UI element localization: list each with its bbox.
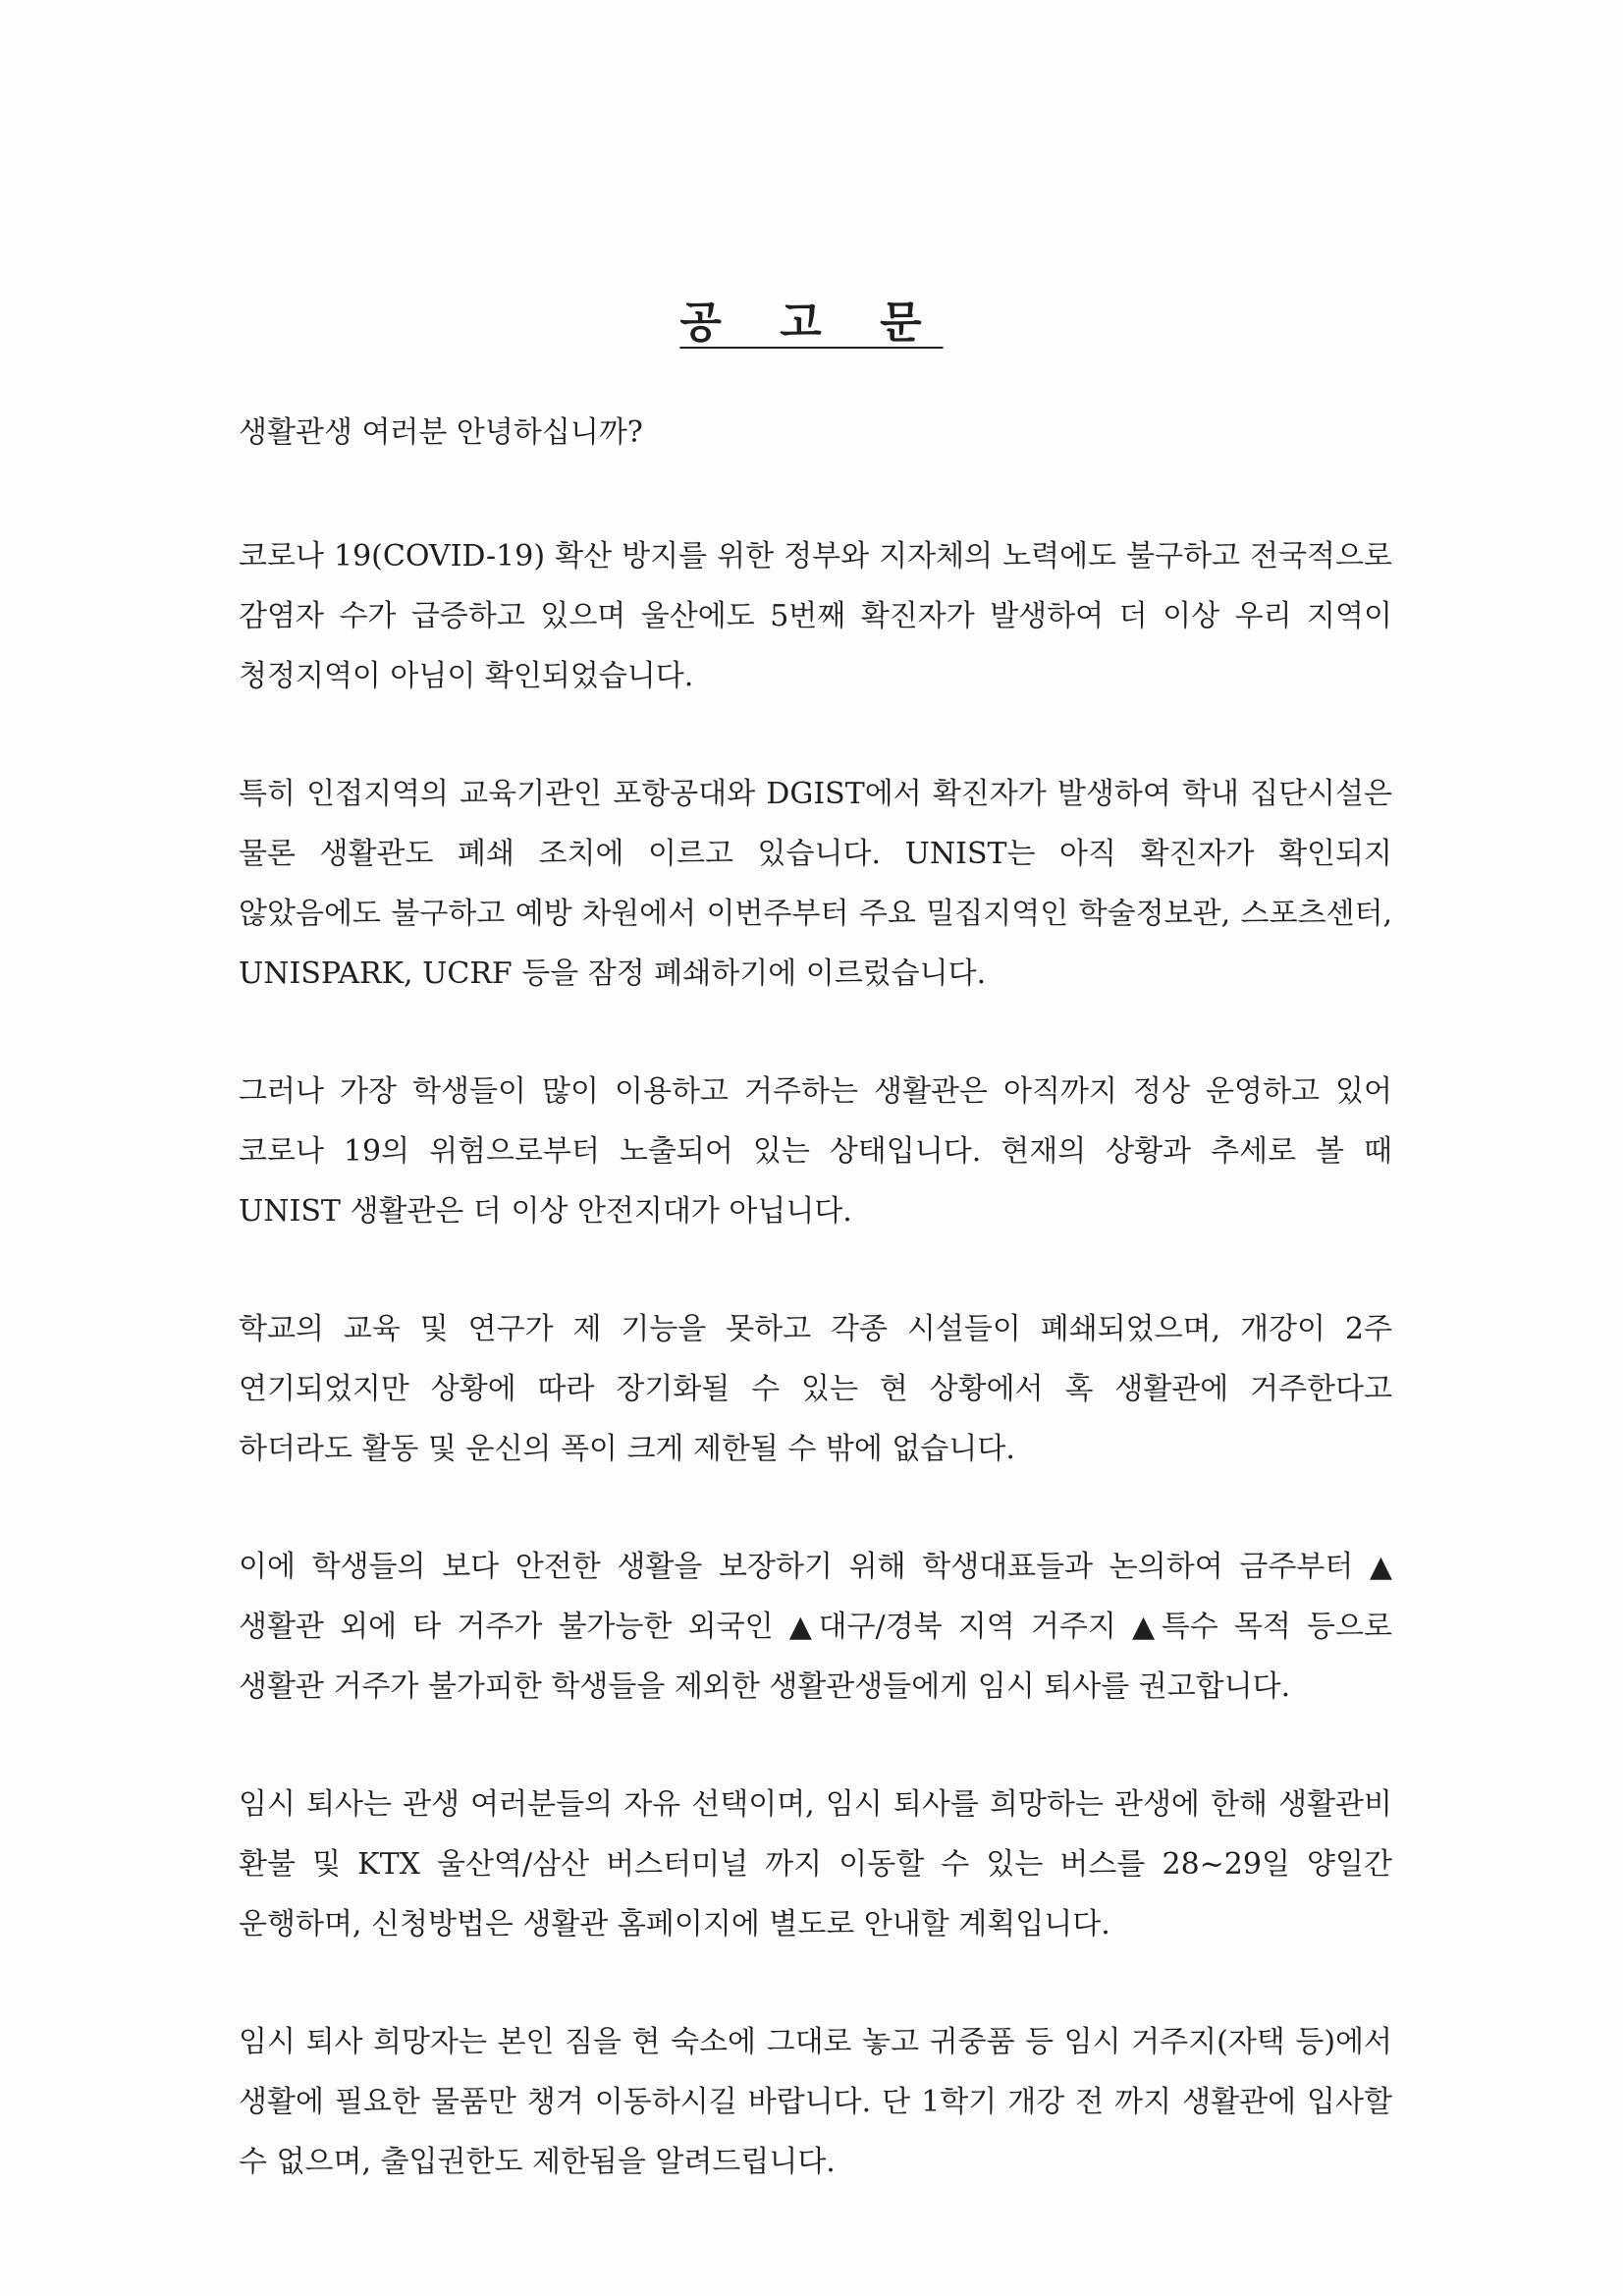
refund-bus-paragraph: 임시 퇴사는 관생 여러분들의 자유 선택이며, 임시 퇴사를 희망하는 관생에 한해 생활관비 환불 및 KTX 울산역/삼산 버스터미널 까지 이동할 수 있는 버스를 28~29일 양일간 운행하며, 신청방법은 생활관 홈페이지에 별도로 안내할 계획입니다. (239, 1787, 1392, 1941)
dormitory-risk-paragraph: 그러나 가장 학생들이 많이 이용하고 거주하는 생활관은 아직까지 정상 운영하고 있어 코로나 19의 위험으로부터 노출되어 있는 상태입니다. 현재의 상황과 추세로 볼 때 UNIST 생활관은 더 이상 안전지대가 아닙니다. (239, 1074, 1392, 1229)
belongings-instruction-paragraph: 임시 퇴사 희망자는 본인 짐을 현 숙소에 그대로 놓고 귀중품 등 임시 거주지(자택 등)에서 생활에 필요한 물품만 챙겨 이동하시길 바랍니다. 단 1학기 개강 전 까지 생활관에 입사할 수 없으며, 출입권한도 제한됨을 알려드립니다. (239, 2025, 1392, 2179)
activity-limit-paragraph: 학교의 교육 및 연구가 제 기능을 못하고 각종 시설들이 폐쇄되었으며, 개강이 2주 연기되었지만 상황에 따라 장기화될 수 있는 현 상황에서 혹 생활관에 거주한다고 하더라도 활동 및 운신의 폭이 크게 제한될 수 밖에 없습니다. (239, 1312, 1392, 1466)
temporary-leave-recommendation-paragraph: 이에 학생들의 보다 안전한 생활을 보장하기 위해 학생대표들과 논의하여 금주부터 ▲생활관 외에 타 거주가 불가능한 외국인 ▲대구/경북 지역 거주지 ▲특수 목적 등으로 생활관 거주가 불가피한 학생들을 제외한 생활관생들에게 임시 퇴사를 권고합니다. (239, 1550, 1392, 1704)
greeting-paragraph: 생활관생 여러분 안녕하십니까? (239, 415, 643, 450)
facility-closure-paragraph: 특히 인접지역의 교육기관인 포항공대와 DGIST에서 확진자가 발생하여 학내 집단시설은 물론 생활관도 폐쇄 조치에 이르고 있습니다. UNIST는 아직 확진자가 확인되지 않았음에도 불구하고 예방 차원에서 이번주부터 주요 밀집지역인 학술정보관, 스포츠센터, UNISPARK, UCRF 등을 잠정 폐쇄하기에 이르렀습니다. (239, 777, 1392, 991)
document-title: 공 고 문 (679, 298, 944, 348)
covid-spread-paragraph: 코로나 19(COVID-19) 확산 방지를 위한 정부와 지자체의 노력에도 불구하고 전국적으로 감염자 수가 급증하고 있으며 울산에도 5번째 확진자가 발생하여 더 이상 우리 지역이 청정지역이 아님이 확인되었습니다. (239, 539, 1392, 693)
document-body (239, 403, 1392, 2250)
